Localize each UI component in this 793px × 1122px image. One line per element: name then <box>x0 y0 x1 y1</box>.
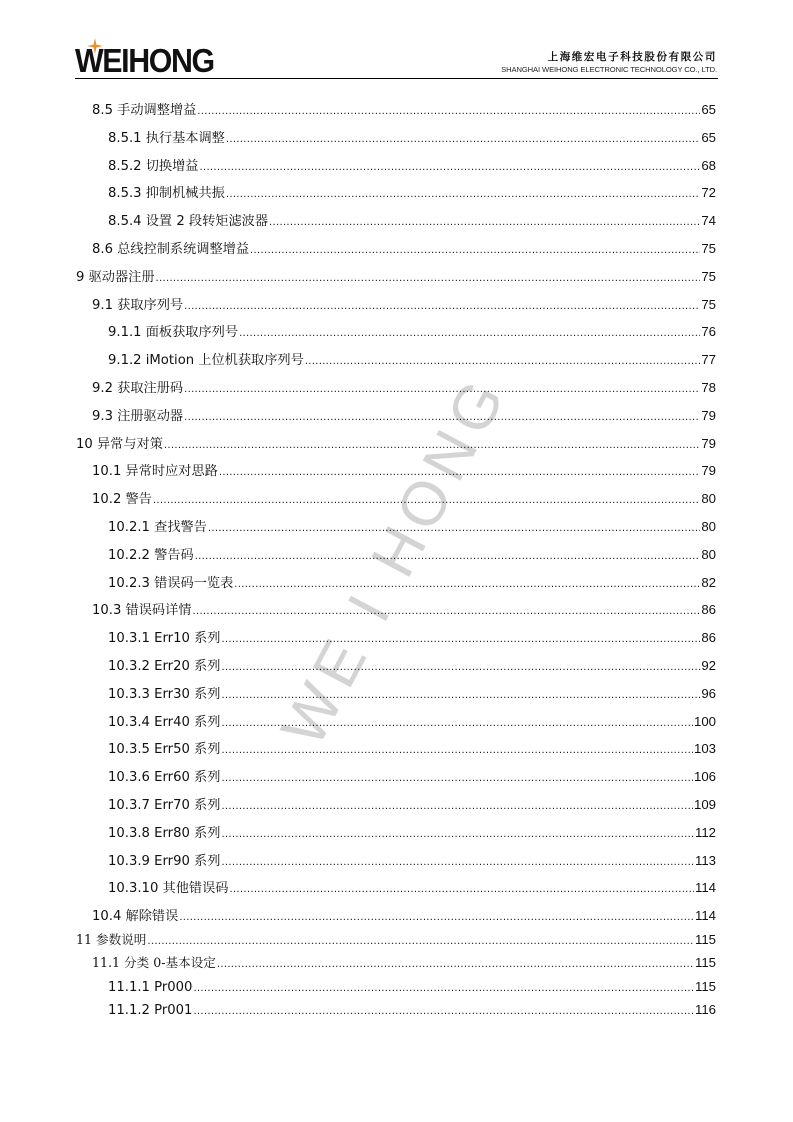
toc-entry[interactable] <box>92 239 716 259</box>
toc-dot-leader <box>221 714 693 734</box>
toc-entry-page-number: 82 <box>701 574 716 590</box>
toc-entry[interactable] <box>92 489 716 509</box>
toc-entry[interactable] <box>108 878 716 898</box>
toc-entry-page-number: 79 <box>701 463 716 479</box>
toc-dot-leader <box>221 686 700 706</box>
toc-dot-leader <box>184 297 700 317</box>
toc-entry-page-number: 68 <box>701 157 716 173</box>
toc-entry-label: 10.3.3 Err30 系列 <box>108 686 221 702</box>
toc-entry-label: 9.1.2 iMotion 上位机获取序列号 <box>108 353 304 369</box>
toc-dot-leader <box>229 880 694 900</box>
toc-entry-label: 10.2.3 错误码一览表 <box>108 575 234 591</box>
toc-entry-page-number: 113 <box>694 852 716 868</box>
toc-entry[interactable] <box>108 739 716 759</box>
toc-entry-label: 10.3.4 Err40 系列 <box>108 714 221 730</box>
toc-entry-page-number: 115 <box>694 955 716 971</box>
toc-dot-leader <box>234 575 700 595</box>
toc-entry-label: 11 参数说明 <box>76 932 147 947</box>
toc-entry-label: 11.1.1 Pr000 <box>108 979 193 995</box>
toc-entry[interactable] <box>108 211 716 231</box>
toc-entry[interactable] <box>92 100 716 120</box>
toc-entry-label: 10.2.1 查找警告 <box>108 520 207 535</box>
toc-entry-label: 10.3.9 Err90 系列 <box>108 853 221 869</box>
toc-dot-leader <box>221 741 693 761</box>
toc-entry-page-number: 80 <box>701 519 716 534</box>
toc-entry-label: 11.1 分类 0-基本设定 <box>92 955 216 971</box>
toc-entry-label: 8.5.3 抑制机械共振 <box>108 186 225 202</box>
logo-text: WEIHONG <box>75 42 214 79</box>
toc-entry-page-number: 100 <box>693 713 716 729</box>
toc-entry-label: 10.3.6 Err60 系列 <box>108 770 221 786</box>
toc-entry[interactable] <box>108 684 716 704</box>
toc-entry[interactable] <box>92 600 716 620</box>
toc-entry-page-number: 109 <box>693 797 716 812</box>
toc-dot-leader <box>305 352 701 372</box>
toc-dot-leader <box>269 213 700 233</box>
toc-entry-page-number: 86 <box>701 630 716 646</box>
toc-entry[interactable] <box>108 1000 716 1020</box>
toc-entry-page-number: 96 <box>701 685 716 701</box>
toc-dot-leader <box>226 130 700 150</box>
toc-entry[interactable] <box>108 156 716 176</box>
toc-entry-label: 8.5.1 执行基本调整 <box>108 130 225 146</box>
toc-entry-page-number: 75 <box>701 241 716 256</box>
toc-dot-leader <box>184 380 700 400</box>
toc-entry[interactable] <box>108 322 716 342</box>
toc-entry-page-number: 74 <box>701 213 716 229</box>
toc-entry[interactable] <box>76 434 716 454</box>
toc-entry-label: 11.1.2 Pr001 <box>108 1002 193 1018</box>
toc-entry[interactable] <box>92 378 716 398</box>
toc-entry-page-number: 77 <box>701 352 716 368</box>
toc-dot-leader <box>193 602 701 622</box>
toc-entry-page-number: 106 <box>693 769 716 785</box>
toc-entry[interactable] <box>92 906 716 926</box>
toc-entry-page-number: 80 <box>701 491 716 507</box>
toc-entry-label: 10.3.5 Err50 系列 <box>108 742 221 758</box>
toc-entry-page-number: 115 <box>694 932 716 947</box>
toc-entry[interactable] <box>108 628 716 648</box>
toc-dot-leader <box>219 463 700 483</box>
toc-entry-label: 10.3.10 其他错误码 <box>108 881 229 897</box>
toc-entry[interactable] <box>92 461 716 481</box>
toc-entry-page-number: 75 <box>701 296 716 312</box>
toc-entry-label: 10.3.1 Err10 系列 <box>108 631 221 647</box>
company-name-english: SHANGHAI WEIHONG ELECTRONIC TECHNOLOGY CO., LTD. <box>501 65 717 74</box>
toc-dot-leader <box>197 102 700 122</box>
toc-entry[interactable] <box>108 823 716 843</box>
toc-entry[interactable] <box>92 406 716 426</box>
toc-entry-page-number: 75 <box>701 268 716 284</box>
toc-entry-page-number: 115 <box>694 978 716 994</box>
toc-entry-page-number: 79 <box>701 407 716 423</box>
toc-entry[interactable] <box>108 573 716 593</box>
toc-entry[interactable] <box>108 977 716 997</box>
toc-entry[interactable] <box>76 930 716 950</box>
toc-entry-page-number: 103 <box>693 741 716 757</box>
toc-dot-leader <box>147 932 694 952</box>
toc-entry-page-number: 116 <box>694 1001 716 1017</box>
toc-entry-page-number: 65 <box>701 129 716 145</box>
toc-entry-label: 9 驱动器注册 <box>76 269 155 285</box>
toc-dot-leader <box>184 408 700 428</box>
toc-entry-page-number: 86 <box>701 602 716 618</box>
toc-dot-leader <box>195 547 701 567</box>
toc-entry[interactable] <box>108 517 716 537</box>
toc-entry[interactable] <box>108 128 716 148</box>
toc-dot-leader <box>221 658 700 678</box>
toc-entry-label: 8.6 总线控制系统调整增益 <box>92 242 250 257</box>
toc-entry-page-number: 72 <box>701 185 716 201</box>
toc-entry-label: 8.5.2 切换增益 <box>108 158 199 174</box>
toc-entry-page-number: 78 <box>701 380 716 395</box>
toc-dot-leader <box>156 269 701 289</box>
toc-entry-page-number: 65 <box>701 102 716 117</box>
toc-entry-label: 10.3.8 Err80 系列 <box>108 825 221 841</box>
toc-entry[interactable] <box>108 350 716 370</box>
toc-entry[interactable] <box>108 712 716 732</box>
toc-entry-label: 9.2 获取注册码 <box>92 381 184 396</box>
toc-entry-label: 9.3 注册驱动器 <box>92 408 184 424</box>
toc-entry[interactable] <box>108 767 716 787</box>
toc-dot-leader <box>200 158 701 178</box>
toc-entry-label: 10.3.2 Err20 系列 <box>108 659 221 674</box>
toc-dot-leader <box>179 908 694 928</box>
toc-entry-page-number: 79 <box>701 435 716 451</box>
toc-dot-leader <box>208 519 700 539</box>
toc-dot-leader <box>217 955 694 975</box>
toc-entry-page-number: 114 <box>694 880 716 896</box>
toc-entry[interactable] <box>92 953 716 973</box>
toc-entry[interactable] <box>108 545 716 565</box>
toc-entry-page-number: 92 <box>701 658 716 673</box>
toc-entry[interactable] <box>108 656 716 676</box>
toc-entry[interactable] <box>92 295 716 315</box>
toc-dot-leader <box>164 436 700 456</box>
toc-entry-label: 10.3 错误码详情 <box>92 603 192 619</box>
toc-entry-label: 8.5.4 设置 2 段转矩滤波器 <box>108 214 269 230</box>
toc-entry[interactable] <box>108 851 716 871</box>
company-name-chinese: 上海维宏电子科技股份有限公司 <box>547 51 717 63</box>
toc-dot-leader <box>226 185 700 205</box>
toc-dot-leader <box>221 630 700 650</box>
toc-entry-page-number: 112 <box>694 824 716 840</box>
toc-entry-label: 10.4 解除错误 <box>92 909 179 925</box>
toc-entry-label: 9.1 获取序列号 <box>92 297 184 313</box>
toc-entry-label: 10.1 异常时应对思路 <box>92 464 218 480</box>
toc-dot-leader <box>153 491 700 511</box>
toc-dot-leader <box>221 853 694 873</box>
toc-entry-label: 9.1.1 面板获取序列号 <box>108 325 239 341</box>
toc-entry[interactable] <box>76 267 716 287</box>
toc-entry-page-number: 76 <box>701 324 716 340</box>
toc-dot-leader <box>221 797 693 817</box>
toc-entry-label: 10.3.7 Err70 系列 <box>108 798 221 813</box>
toc-entry-label: 10 异常与对策 <box>76 436 163 452</box>
toc-entry-page-number: 80 <box>701 546 716 562</box>
toc-dot-leader <box>193 979 694 999</box>
toc-entry[interactable] <box>108 183 716 203</box>
toc-dot-leader <box>193 1002 694 1022</box>
toc-entry[interactable] <box>108 795 716 815</box>
toc-entry-label: 10.2 警告 <box>92 492 152 508</box>
watermark: WE I HONG <box>268 362 522 758</box>
toc-entry-page-number: 114 <box>694 908 716 924</box>
toc-entry-label: 8.5 手动调整增益 <box>92 103 197 118</box>
toc-dot-leader <box>221 769 693 789</box>
toc-dot-leader <box>250 241 700 261</box>
toc-entry-label: 10.2.2 警告码 <box>108 547 194 563</box>
toc-dot-leader <box>221 825 694 845</box>
toc-dot-leader <box>239 324 700 344</box>
